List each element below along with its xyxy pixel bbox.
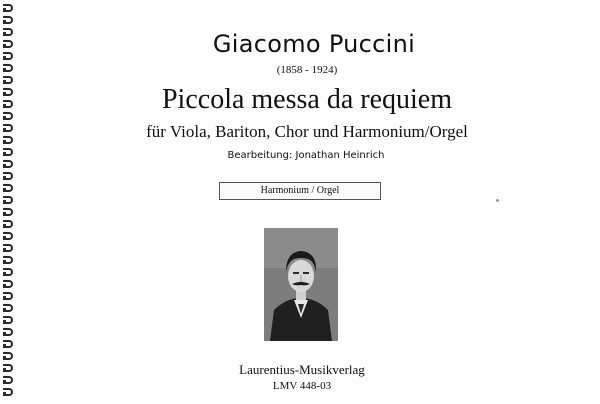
binding-ring xyxy=(3,340,15,347)
binding-ring xyxy=(3,256,15,263)
binding-ring xyxy=(3,328,15,335)
composer-portrait-photo xyxy=(264,228,338,341)
binding-ring xyxy=(3,208,15,215)
publisher-name: Laurentius-Musikverlag xyxy=(239,362,365,377)
part-label-box: Harmonium / Orgel xyxy=(219,182,381,200)
instrumentation: für Viola, Bariton, Chor und Harmonium/Orgel xyxy=(146,122,468,141)
binding-ring xyxy=(3,292,15,299)
arranger-credit: Bearbeitung: Jonathan Heinrich xyxy=(227,150,385,161)
composer-name: Giacomo Puccini xyxy=(212,30,416,58)
catalog-number: LMV 448-03 xyxy=(272,380,332,392)
composer-portrait xyxy=(264,228,338,341)
binding-ring xyxy=(3,244,15,251)
binding-ring xyxy=(3,76,15,83)
binding-ring xyxy=(3,304,15,311)
work-title: Piccola messa da requiem xyxy=(161,84,452,115)
composer-dates: (1858 - 1924) xyxy=(276,64,338,76)
binding-ring xyxy=(3,220,15,227)
binding-ring xyxy=(3,280,15,287)
binding-ring xyxy=(3,196,15,203)
binding-ring xyxy=(3,160,15,167)
paper-speck xyxy=(496,199,499,202)
binding-ring xyxy=(3,316,15,323)
binding-ring xyxy=(3,184,15,191)
binding-ring xyxy=(3,4,15,11)
binding-ring xyxy=(3,232,15,239)
binding-ring xyxy=(3,172,15,179)
binding-ring xyxy=(3,268,15,275)
binding-ring xyxy=(3,16,15,23)
binding-ring xyxy=(3,352,15,359)
